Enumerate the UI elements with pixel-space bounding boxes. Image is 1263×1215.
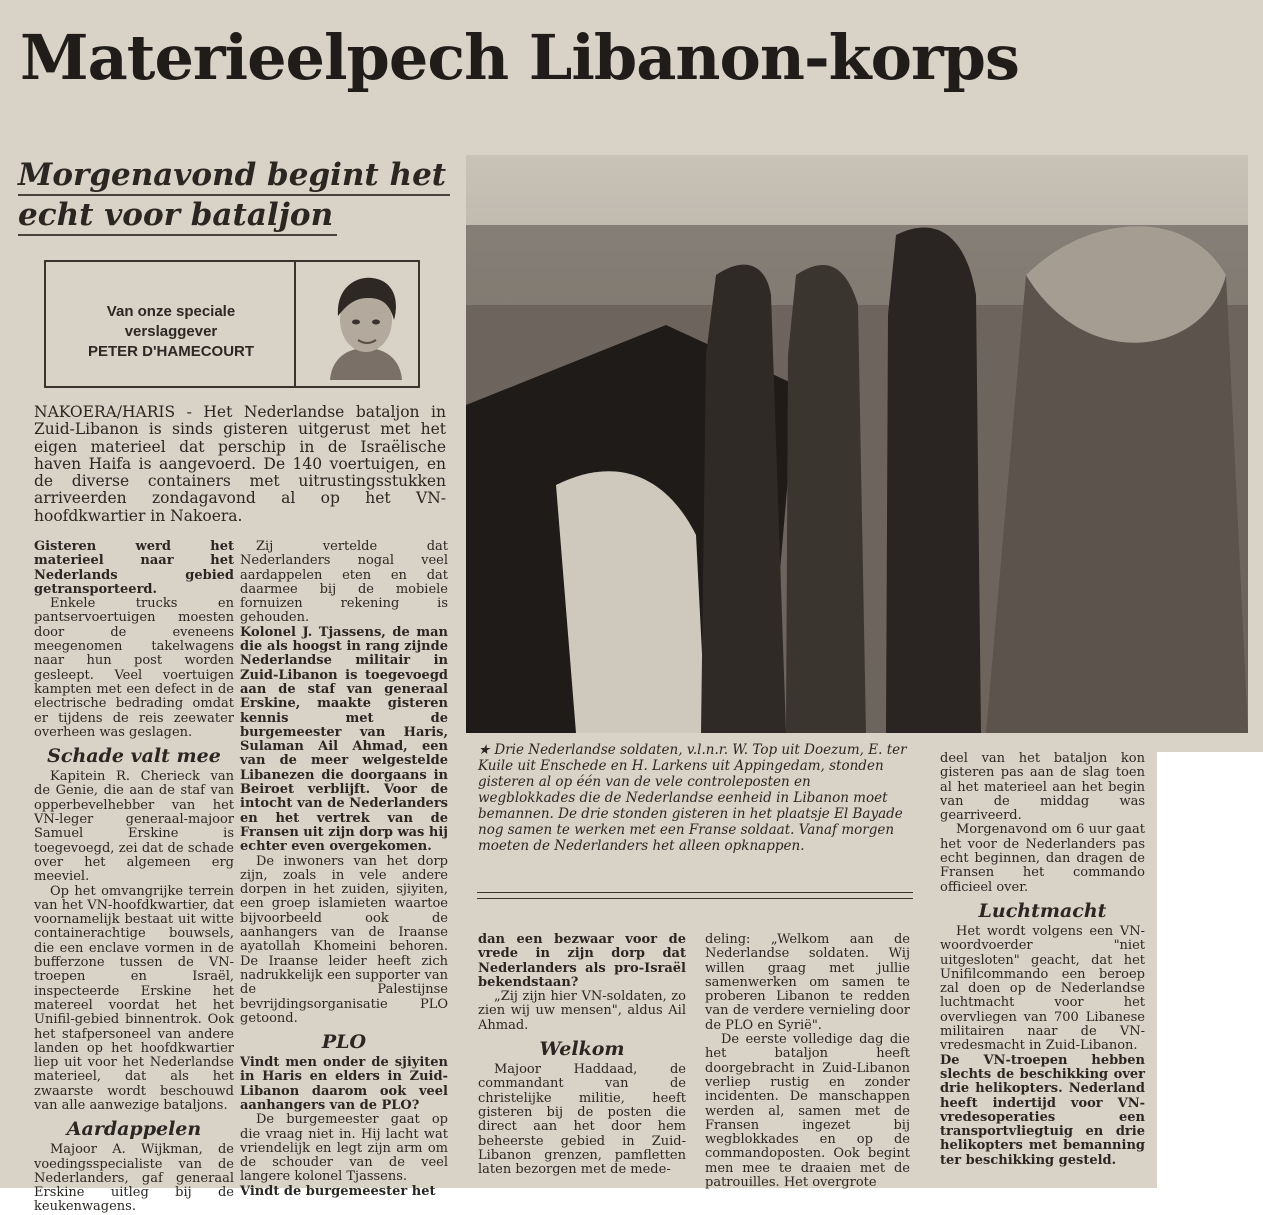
subtitle-line-2: echt voor bataljon — [18, 196, 337, 236]
col1-paragraph: Enkele trucks en pantservoertuigen moesten door de eveneens meegenomen takelwagens naar hun post worden gesleept. Veel voertuigen kampten met een defect in de electrische bedrading omdat er tijdens de reis zeewater overheen was geslagen. — [34, 596, 234, 740]
col3-bold-question: dan een bezwaar voor de vrede in zijn dorp dat Nederlanders als pro-Israël bekendstaan? — [478, 932, 686, 990]
col1-subheading-schade: Schade valt mee — [47, 745, 221, 768]
column-1 — [34, 540, 234, 1215]
col4-paragraph: De eerste volledige dag die het bataljon heeft doorgebracht in Zuid-Libanon verliep rustig en zonder incidenten. De manschappen werden al, samen met de Fransen ingezet bij wegblokkades en op de commandoposten. Ook begint men mee te draaien met de patrouilles. Het overgrote — [705, 1032, 910, 1191]
col5-subheading-luchtmacht: Luchtmacht — [978, 899, 1107, 922]
col1-paragraph: Majoor A. Wijkman, de voedingsspecialiste van de Nederlanders, gaf generaal Erskine uitleg bij de keukenwagens. — [34, 1142, 234, 1215]
col5-paragraph: deel van het bataljon kon gisteren pas aan de slag toen al het materieel aan het begin van de middag was gearriveerd. — [940, 751, 1145, 824]
column-4 — [705, 933, 910, 1190]
byline — [46, 302, 296, 362]
col2-paragraph: De burgemeester gaat op die vraag niet in. Hij lacht wat vriendelijk en legt zijn arm om de schouder van de veel langere kolonel Tjassens. — [240, 1112, 448, 1185]
subtitle — [18, 156, 447, 236]
byline-line-1: Van onze speciale — [106, 303, 236, 320]
column-3 — [478, 933, 686, 1177]
byline-divider — [294, 262, 296, 386]
subtitle-line-1: Morgenavond begint het — [18, 156, 450, 196]
headline: Materieelpech Libanon-korps — [20, 21, 1019, 94]
col2-paragraph: Zij vertelde dat Nederlanders nogal veel aardappelen eten en dat daarmee bij de mobiele fornuizen rekening is gehouden. — [240, 539, 448, 626]
lede-text: NAKOERA/HARIS - Het Nederlandse bataljon in Zuid-Libanon is sinds gisteren uitgerust met het eigen materieel dat perschip in de Israëlische haven Haifa is aangevoerd. De 140 voertuigen, en de diverse containers met uitrustingsstukken arriveerden zondagavond al op het VN-hoofdkwartier in Nakoera. — [34, 403, 446, 525]
byline-line-2: verslaggever — [124, 323, 218, 340]
photo-caption: ★ Drie Nederlandse soldaten, v.l.n.r. W. Top uit Doezum, E. ter Kuile uit Enschede en H. Larkens uit Appingedam, stonden gisteren al op één van de vele controleposten en wegblokkades die de Nederlandse eenheid in Libanon moet bemannen. De drie stonden gisteren in het plaatsje El Bayade nog samen te werken met een Franse soldaat. Vanaf morgen moeten de Nederlanders het alleen opknappen. — [478, 742, 907, 854]
byline-reporter-name: PETER D'HAMECOURT — [87, 343, 255, 360]
col4-paragraph: deling: „Welkom aan de Nederlandse soldaten. Wij willen graag met jullie samenwerken om samen te proberen Libanon te redden van de verdere vernieling door de PLO en Syrië". — [705, 932, 910, 1033]
col1-paragraph: Op het omvangrijke terrein van het VN-hoofdkwartier, dat voornamelijk bestaat uit witte containerachtige bouwsels, die een enclave vormen in de bufferzone tussen de VN-troepen en Israël, inspecteerde Erskine het matereel voordat het het Unifil-gebied binnentrok. Ook het stafpersoneel van andere landen op het hoofdkwartier liep uit voor het Nederlandse materieel, dat als het zwaarste wordt beschouwd van alle aanwezige bataljons. — [34, 883, 234, 1113]
col1-paragraph: Kapitein R. Cherieck van de Genie, die aan de staf van opperbevelhebber van het VN-leger generaal-majoor Samuel Erskine is toegevoegd, zei dat de schade over het algemeen erg meeviel. — [34, 769, 234, 885]
column-5 — [940, 752, 1145, 1168]
byline-box — [44, 260, 420, 388]
col5-paragraph: Het wordt volgens een VN-woordvoerder "niet uitgesloten" geacht, dat het Unifilcommando een beroep zal doen op de Nederlandse luchtmacht voor het overvliegen van 700 Libanese militairen naar de VN-vredesmacht in Zuid-Libanon. — [940, 923, 1145, 1054]
col3-paragraph: „Zij zijn hier VN-soldaten, zo zien wij uw mensen", aldus Ail Ahmad. — [478, 989, 686, 1033]
column-2 — [240, 540, 448, 1199]
col3-paragraph: Majoor Haddaad, de commandant van de christelijke militie, heeft gisteren bij de posten die direct aan het door hem beheerste gebied in Zuid-Libanon grenzen, pamfletten laten bezorgen met de mede- — [478, 1062, 686, 1178]
col1-intro: Gisteren werd het materieel naar het Nederlands gebied getransporteerd. — [34, 539, 234, 597]
col2-paragraph: De inwoners van het dorp zijn, zoals in vele andere dorpen in het zuiden, sjiyiten, een groep islamieten waartoe bijvoorbeeld ook de aanhangers van de Iraanse ayatollah Khomeini behoren. De Iraanse leider heeft zich nadrukkelijk een supporter van de Palestijnse bevrijdingsorganisatie PLO getoond. — [240, 853, 448, 1026]
col5-bold-paragraph: De VN-troepen hebben slechts de beschikking over drie helikopters. Nederland heeft indertijd voor VN-vredesoperaties een transportvliegtuig en drie helikopters met bemanning ter beschikking gesteld. — [940, 1052, 1145, 1168]
col5-paragraph: Morgenavond om 6 uur gaat het voor de Nederlanders pas echt beginnen, dan dragen de Fransen het commando officieel over. — [940, 822, 1145, 895]
col3-subheading-welkom: Welkom — [539, 1038, 625, 1061]
page-cutout — [1157, 752, 1263, 1188]
soldiers-photo — [466, 155, 1248, 733]
col2-subheading-plo: PLO — [321, 1031, 367, 1054]
col2-bold-question: Vindt men onder de sjiyiten in Haris en elders in Zuid-Libanon daarom ook veel aanhangers van de PLO? — [240, 1055, 448, 1113]
col2-bold-paragraph: Kolonel J. Tjassens, de man die als hoogst in rang zijnde Nederlandse militair in Zuid-Libanon is toegevoegd aan de staf van generaal Erskine, maakte gisteren kennis met de burgemeester van Haris, Sulaman Ail Ahmad, een van de meer welgestelde Libanezen die doorgaans in Beiroet verblijft. Voor de intocht van de Nederlanders en het vertrek van de Fransen uit zijn dorp was hij echter even overgekomen. — [240, 624, 448, 855]
lede-paragraph — [34, 404, 446, 525]
col2-bold-tail: Vindt de burgemeester het — [240, 1183, 436, 1199]
col1-subheading-aardappelen: Aardappelen — [66, 1118, 202, 1141]
section-divider — [477, 892, 913, 899]
reporter-portrait — [316, 268, 416, 380]
